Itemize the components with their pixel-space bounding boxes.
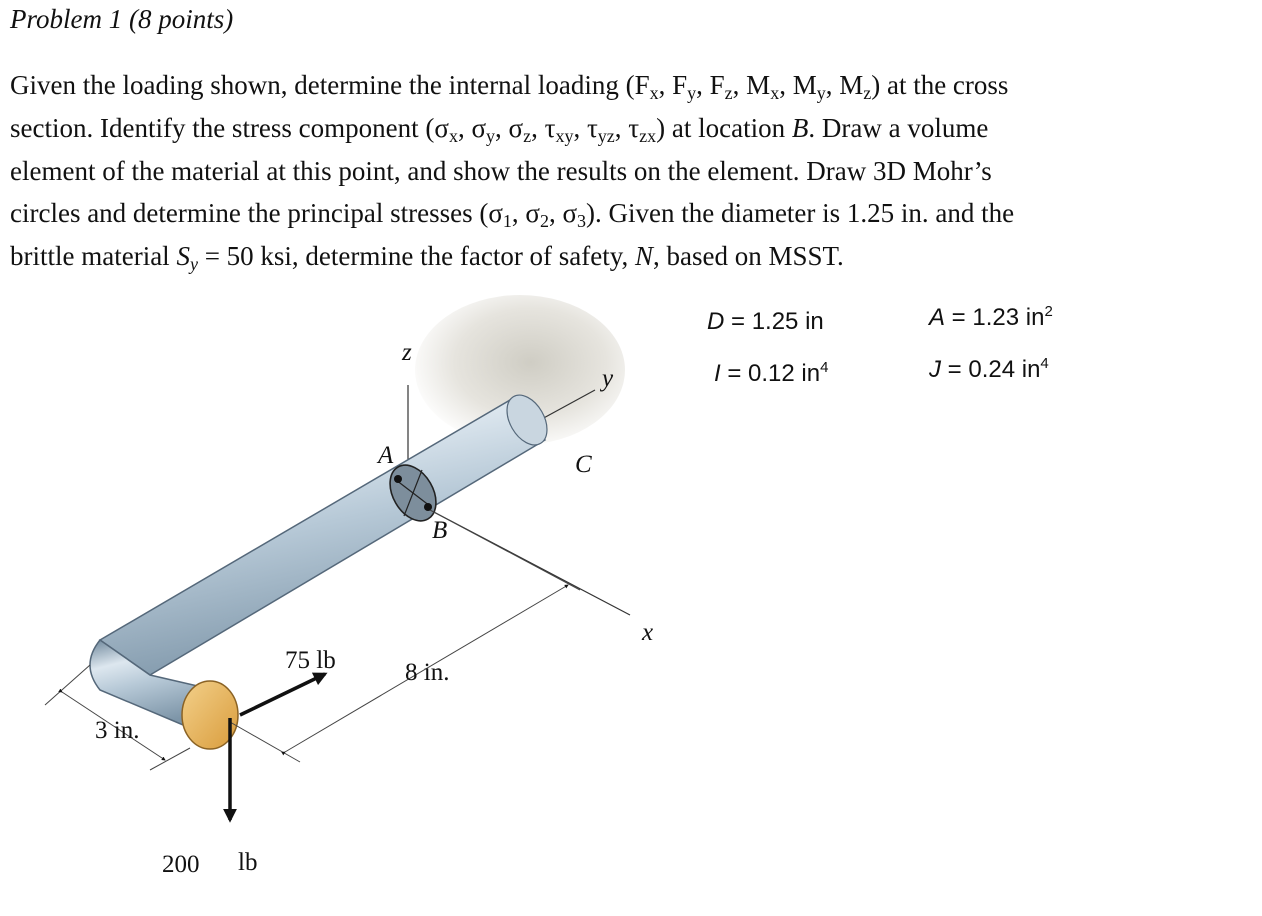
force-75-arrow: [240, 674, 325, 715]
dim-3in-ext-1: [45, 665, 90, 705]
point-A-label: A: [378, 442, 394, 469]
statement-line-2: section. Identify the stress component ($\sigma_x$, $\sigma_y$, $\sigma_z$, $\tau_{xy}$, $\tau_{yz}$, $\tau_{zx}$) at location B. Draw a volume: [10, 112, 989, 146]
point-C-label: C: [575, 451, 592, 478]
dim-3in-ext-2: [150, 748, 190, 770]
given-area: A = 1.23 $in^2$: [929, 303, 1053, 331]
dim-8in-label: 8 in.: [405, 659, 450, 686]
given-moment-of-inertia: I = 0.12 $in^4$: [714, 359, 829, 387]
dim-8in-ext-1: [430, 510, 580, 590]
statement-line-4: circles and determine the principal stresses ($\sigma_1$, $\sigma_2$, $\sigma_3$). Given the diameter is 1.25 in. and the: [10, 198, 1015, 232]
dim-8in-ext-2: [230, 722, 300, 762]
statement-line-3: element of the material at this point, and show the results on the element. Draw 3D Mohr’s: [10, 155, 992, 186]
pipe-long-segment: [100, 400, 545, 675]
given-diameter: D = 1.25 in: [707, 308, 824, 335]
force-200-value: 200: [162, 851, 200, 878]
point-B-marker: [424, 503, 432, 511]
z-axis-label: z: [402, 339, 412, 366]
y-axis-label: y: [602, 365, 614, 392]
problem-title: Problem 1 (8 points): [10, 4, 234, 34]
dim-3in-label: 3 in.: [95, 717, 140, 744]
force-200-unit: lb: [238, 849, 258, 876]
force-75-label: 75 lb: [285, 647, 336, 674]
given-polar-moment: J = 0.24 $in^4$: [929, 355, 1049, 383]
statement-line-1: Given the loading shown, determine the internal loading ($F_x$, $F_y$, $F_z$, $M_x$, $M_y$, $M_z$) at the cross: [10, 70, 1009, 103]
point-B-label: B: [432, 517, 448, 544]
point-A-marker: [394, 475, 402, 483]
statement-line-5: brittle material $S_y = 50$ ksi, determine the factor of safety, N, based on MSST.: [10, 241, 844, 275]
x-axis-label: x: [642, 619, 654, 646]
